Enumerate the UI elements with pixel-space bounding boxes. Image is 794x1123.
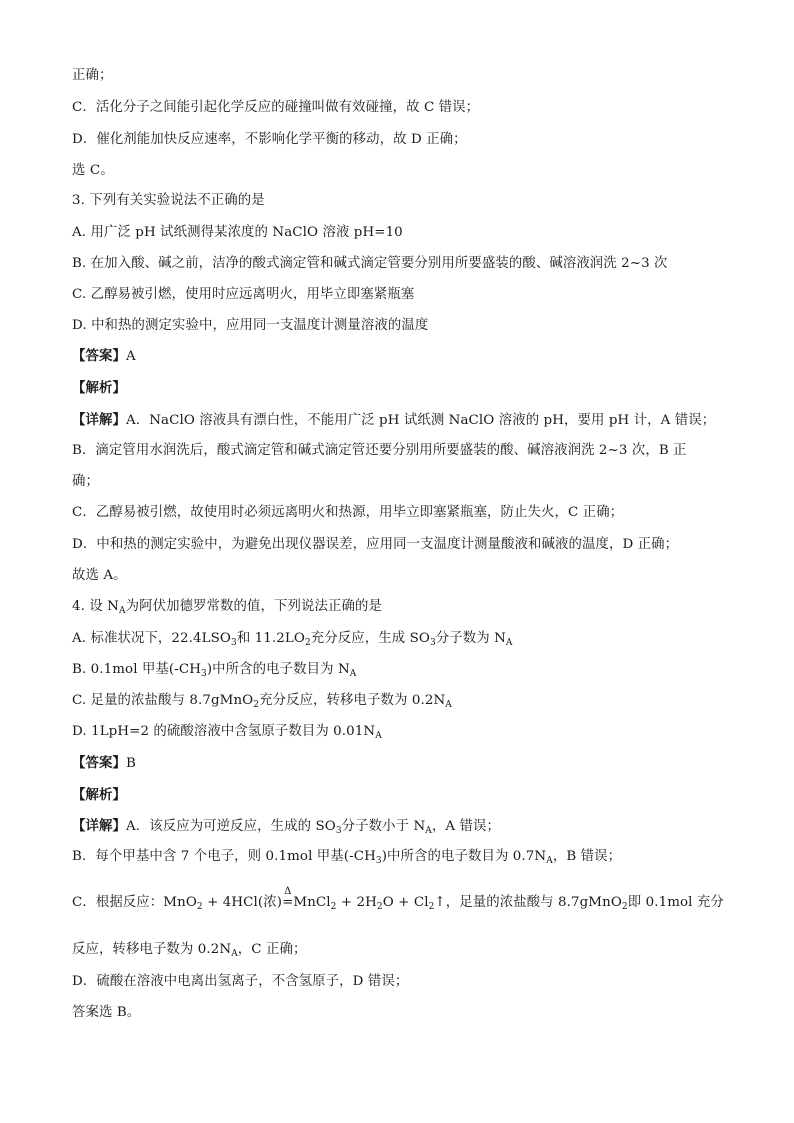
text-run: C．根据反应： xyxy=(72,895,164,910)
text-run: 和 11.2LO xyxy=(236,631,305,646)
text-line xyxy=(72,940,306,960)
subscript: A xyxy=(349,669,357,679)
answer-line xyxy=(72,346,136,367)
analysis-heading xyxy=(72,378,126,399)
subscript: 2 xyxy=(330,902,337,912)
question-4-option-c xyxy=(72,691,452,711)
analysis-heading xyxy=(72,785,126,806)
text-run: 即 0.1mol 充分 xyxy=(627,895,724,910)
text-line: 故选 A。 xyxy=(72,568,127,583)
text-run: B. 0.1mol 甲基(-CH xyxy=(72,662,202,677)
subscript: A xyxy=(231,949,238,959)
question-3-stem: 3. 下列有关实验说法不正确的是 xyxy=(72,193,265,208)
text-run: ，足量的浓盐酸与 8.7gMnO xyxy=(445,895,622,910)
text-run: D. 1LpH=2 的硫酸溶液中含氢原子数目为 0.01N xyxy=(72,724,376,739)
text-line: 确； xyxy=(72,474,99,489)
heating-condition xyxy=(282,886,331,913)
answer-tag: 【答案】 xyxy=(72,755,126,771)
text-run: )中所含的电子数目为 N xyxy=(206,662,350,677)
subscript: 3 xyxy=(201,669,207,679)
text-run: 为阿伏加德罗常数的值，下列说法正确的是 xyxy=(125,599,382,614)
question-3-option-c: C. 乙醇易被引燃，使用时应远离明火，用毕立即塞紧瓶塞 xyxy=(72,287,415,302)
text-line: 正确； xyxy=(72,68,113,83)
question-3-option-a: A. 用广泛 pH 试纸测得某浓度的 NaClO 溶液 pH=10 xyxy=(72,225,403,240)
detail-tag: 【详解】 xyxy=(72,412,126,428)
text-run: ，B 错误； xyxy=(552,849,622,864)
subscript: A xyxy=(445,700,452,710)
subscript: 2 xyxy=(253,700,260,710)
answer-tag: 【答案】 xyxy=(72,348,126,364)
eq-run: O + Cl xyxy=(382,895,429,910)
chemical-equation xyxy=(163,886,446,912)
subscript: 3 xyxy=(231,638,237,648)
eq-run: =MnCl xyxy=(282,895,331,910)
subscript: 2 xyxy=(376,902,383,912)
text-run: ，A 错误； xyxy=(431,819,500,834)
text-run: 充分反应，生成 SO xyxy=(310,631,430,646)
text-run: 分子数为 N xyxy=(435,631,506,646)
eq-run: + 2H xyxy=(336,895,377,910)
text-line: C．乙醇易被引燃，故使用时必须远离明火和热源，用毕立即塞紧瓶塞，防止失火，C 正确； xyxy=(72,505,624,520)
text-line: D．中和热的测定实验中，为避免出现仪器误差，应用同一支温度计测量酸液和碱液的温度，D 正确； xyxy=(72,537,679,552)
text-run: 反应，转移电子数为 0.2N xyxy=(72,942,232,957)
analysis-tag: 【解析】 xyxy=(72,380,126,396)
subscript: 2 xyxy=(621,902,628,912)
detail-line xyxy=(72,816,500,837)
equation-line xyxy=(72,886,724,913)
subscript: A xyxy=(546,856,553,866)
analysis-tag: 【解析】 xyxy=(72,787,126,803)
answer-line xyxy=(72,753,136,774)
gas-arrow-icon: ↑ xyxy=(434,895,446,910)
text-line: C．活化分子之间能引起化学反应的碰撞叫做有效碰撞，故 C 错误； xyxy=(72,100,480,115)
text-line: 答案选 B。 xyxy=(72,1005,141,1020)
eq-run: MnO xyxy=(163,895,197,910)
answer-value: B xyxy=(125,756,136,771)
text-run: A．该反应为可逆反应，生成的 SO xyxy=(125,819,336,834)
text-run: 4. 设 N xyxy=(72,599,119,614)
question-3-option-d: D. 中和热的测定实验中，应用同一支温度计测量溶液的温度 xyxy=(72,318,429,333)
subscript: A xyxy=(425,826,432,836)
subscript: A xyxy=(505,638,513,648)
text-run: )中所含的电子数目为 0.7N xyxy=(381,849,547,864)
text-run: A. 标准状况下，22.4LSO xyxy=(72,631,231,646)
text-line: 选 C。 xyxy=(72,163,114,178)
question-4-stem xyxy=(72,597,382,617)
detail-line xyxy=(72,410,715,431)
question-3-option-b: B. 在加入酸、碱之前，洁净的酸式滴定管和碱式滴定管要分别用所要盛装的酸、碱溶液润洗 2~3 次 xyxy=(72,256,668,271)
text-line: B．滴定管用水润洗后，酸式滴定管和碱式滴定管还要分别用所要盛装的酸、碱溶液润洗 2~3 次，B 正 xyxy=(72,443,687,458)
subscript: A xyxy=(375,731,382,741)
question-4-option-a xyxy=(72,629,513,649)
subscript: A xyxy=(119,606,126,616)
text-run: 分子数小于 N xyxy=(341,819,426,834)
text-run: B．每个甲基中含 7 个电子，则 0.1mol 甲基(-CH xyxy=(72,849,376,864)
detail-tag: 【详解】 xyxy=(72,818,126,834)
text-line: D．催化剂能加快反应速率，不影响化学平衡的移动，故 D 正确； xyxy=(72,132,467,147)
question-4-option-d xyxy=(72,722,382,742)
text-run: 充分反应，转移电子数为 0.2N xyxy=(259,693,446,708)
text-run: C. 足量的浓盐酸与 8.7gMnO xyxy=(72,693,254,708)
subscript: 2 xyxy=(304,638,311,648)
question-4-option-b xyxy=(72,660,356,680)
subscript: 3 xyxy=(375,856,382,866)
subscript: 3 xyxy=(335,826,342,836)
delta-symbol: Δ xyxy=(284,886,292,897)
text-line: D．硫酸在溶液中电离出氢离子，不含氢原子，D 错误； xyxy=(72,974,409,989)
text-run: ，C 正确； xyxy=(237,942,307,957)
subscript: 3 xyxy=(429,638,436,648)
text-line xyxy=(72,847,621,867)
subscript: 2 xyxy=(196,902,203,912)
answer-value: A xyxy=(125,349,136,364)
detail-text: A．NaClO 溶液具有漂白性，不能用广泛 pH 试纸测 NaClO 溶液的 pH，要用 pH 计，A 错误； xyxy=(125,413,716,428)
eq-run: + 4HCl(浓) xyxy=(202,895,283,910)
subscript: 2 xyxy=(428,902,435,912)
